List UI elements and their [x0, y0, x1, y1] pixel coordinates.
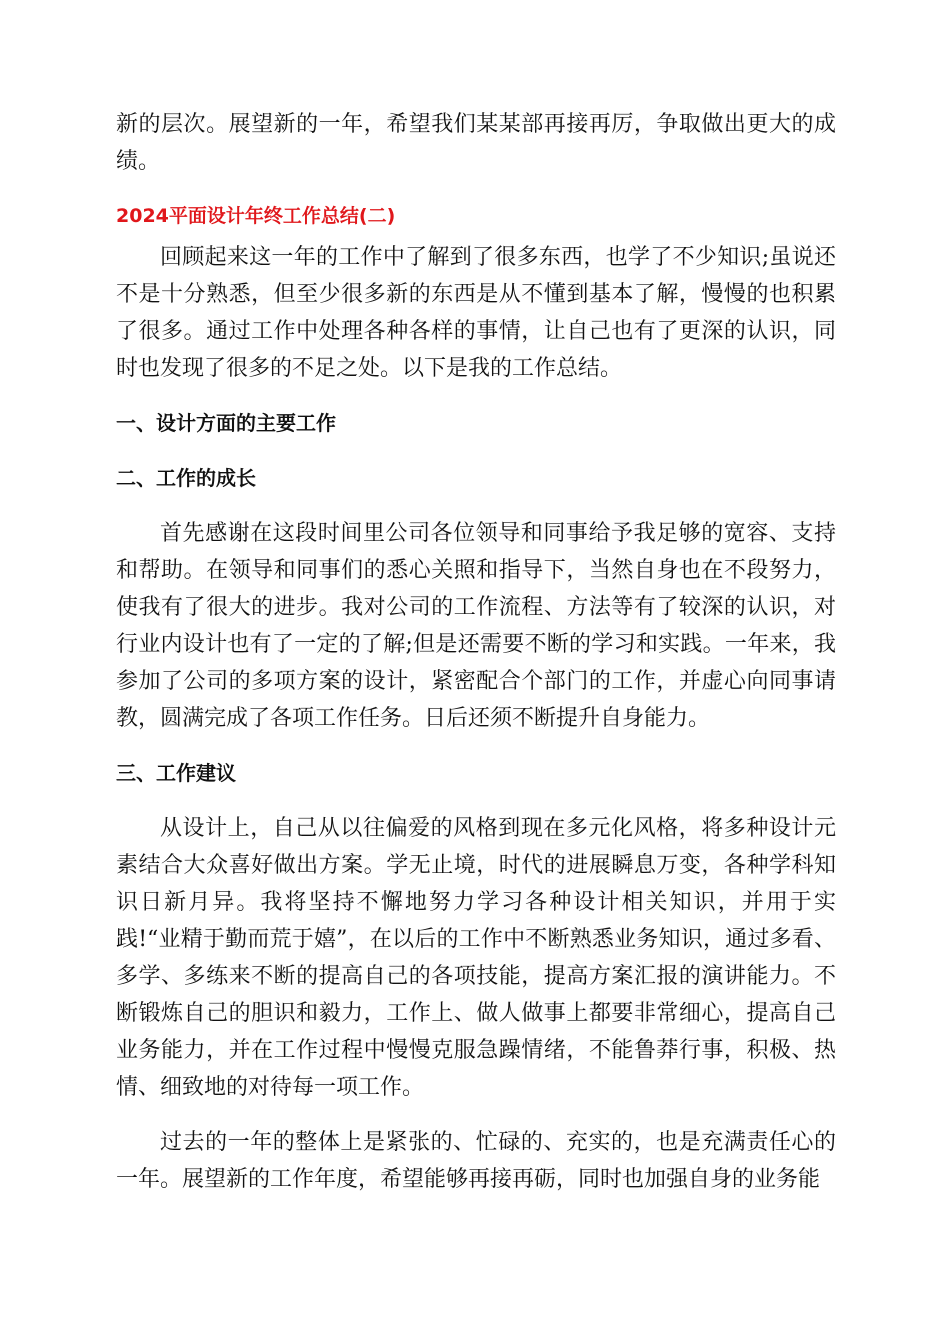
section-1-title: 一、设计方面的主要工作: [116, 411, 336, 435]
document-heading: 2024平面设计年终工作总结(二): [116, 205, 396, 227]
continuation-paragraph: 新的层次。展望新的一年，希望我们某某部再接再厉，争取做出更大的成绩。: [116, 112, 836, 174]
section-3-title: 三、工作建议: [116, 761, 236, 785]
section-2-title: 二、工作的成长: [116, 466, 256, 490]
document-page: [116, 106, 836, 1198]
intro-paragraph: 回顾起来这一年的工作中了解到了很多东西，也学了不少知识;虽说还不是十分熟悉，但至少很多新的东西是从不懂到基本了解，慢慢的也积累了很多。通过工作中处理各种各样的事情，让自己也有了更深的认识，同时也发现了很多的不足之处。以下是我的工作总结。: [116, 245, 836, 381]
section-3-paragraph: 从设计上，自己从以往偏爱的风格到现在多元化风格，将多种设计元素结合大众喜好做出方案。学无止境，时代的进展瞬息万变，各种学科知识日新月异。我将坚持不懈地努力学习各种设计相关知识，并用于实践!“业精于勤而荒于嬉”，在以后的工作中不断熟悉业务知识，通过多看、多学、多练来不断的提高自己的各项技能，提高方案汇报的演讲能力。不断锻炼自己的胆识和毅力，工作上、做人做事上都要非常细心，提高自己业务能力，并在工作过程中慢慢克服急躁情绪，不能鲁莽行事，积极、热情、细致地的对待每一项工作。: [116, 816, 836, 1100]
section-2-paragraph: 首先感谢在这段时间里公司各位领导和同事给予我足够的宽容、支持和帮助。在领导和同事们的悉心关照和指导下，当然自身也在不段努力，使我有了很大的进步。我对公司的工作流程、方法等有了较深的认识，对行业内设计也有了一定的了解;但是还需要不断的学习和实践。一年来，我参加了公司的多项方案的设计，紧密配合个部门的工作，并虚心向同事请教，圆满完成了各项工作任务。日后还须不断提升自身能力。: [116, 521, 836, 731]
closing-paragraph: 过去的一年的整体上是紧张的、忙碌的、充实的，也是充满责任心的一年。展望新的工作年度，希望能够再接再砺，同时也加强自身的业务能: [116, 1130, 836, 1192]
